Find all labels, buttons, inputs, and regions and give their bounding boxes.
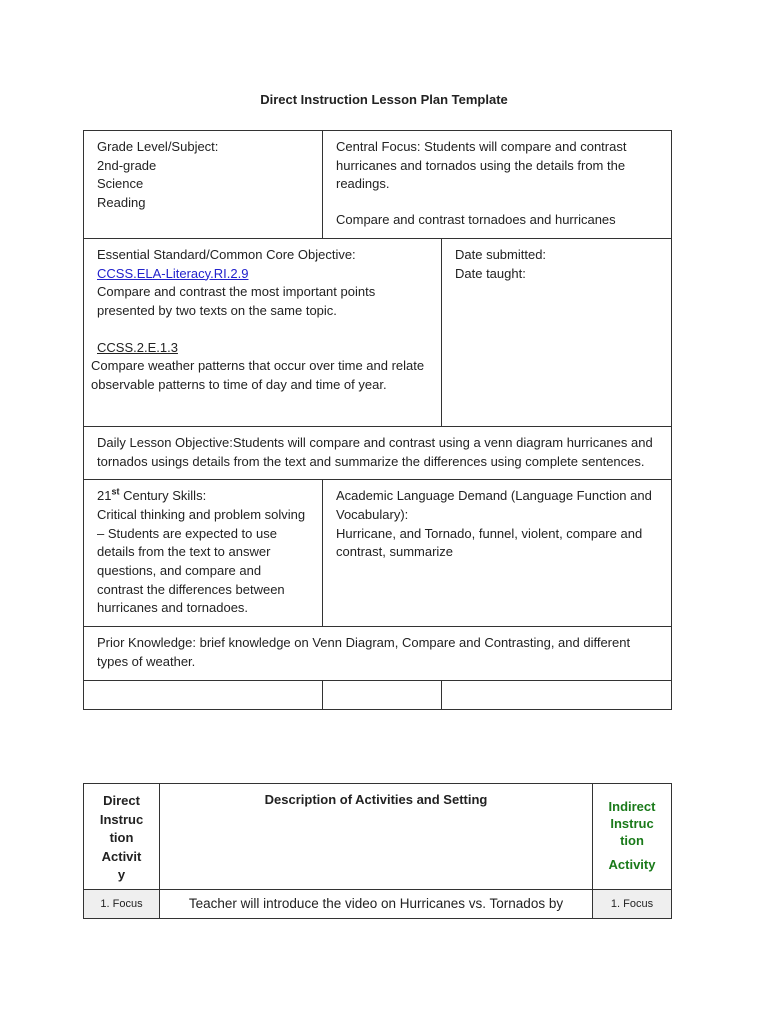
skills-text: Critical thinking and problem solving – Students are expected to use details from the text to answer questions, and compare and contrast the differences between hurricanes and tornadoes. [97,506,306,616]
standards-label: Essential Standard/Common Core Objective: [97,246,356,262]
academic-language-text: Hurricane, and Tornado, funnel, violent, compare and contrast, summarize [336,525,643,560]
description-header: Description of Activities and Setting [160,784,593,890]
standard-desc-2: Compare weather patterns that occur over time and relate observable patterns to time of day and time of year. [91,358,425,393]
row-empty [84,680,672,709]
standard-desc-1: Compare and contrast the most important points presented by two texts on the same topic. [97,284,376,318]
grade-line: 2nd-grade [97,157,157,173]
indirect-focus-cell: 1. Focus [593,889,672,918]
dates-cell [442,238,672,426]
standard-link-2-e-1-3[interactable]: CCSS.2.E.1.3 [97,339,178,355]
focus-row [84,889,672,918]
grade-label: Grade Level/Subject: [97,139,219,154]
row-prior-knowledge [84,627,672,680]
focus-description-cell: Teacher will introduce the video on Hurricanes vs. Tornados by [160,889,593,918]
lesson-plan-table [83,130,672,710]
empty-cell [442,680,672,709]
empty-cell [84,680,323,709]
standard-link-ri-2-9[interactable]: CCSS.ELA-Literacy.RI.2.9 [97,265,249,281]
row-grade-focus [84,131,672,239]
activities-table [83,783,672,919]
activities-header-row [84,784,672,890]
prior-knowledge-cell: Prior Knowledge: brief knowledge on Venn Diagram, Compare and Contrasting, and different types of weather. [84,627,672,680]
subject-line: Science [97,176,144,192]
standards-cell [84,238,442,426]
row-daily-objective [84,426,672,479]
empty-cell [323,680,442,709]
daily-objective-cell: Daily Lesson Objective:Students will compare and contrast using a venn diagram hurricanes and tornados usings details from the text and summarize the differences using complete sentences. [84,426,672,479]
date-submitted-label: Date submitted: [455,246,547,262]
central-focus-text: Central Focus: Students will compare and contrast hurricanes and tornados using the details from the readings. [336,139,627,192]
central-focus-cell [323,131,672,239]
row-standards [84,238,672,426]
academic-language-cell [323,480,672,627]
direct-focus-cell: 1. Focus [84,889,160,918]
grade-cell [84,131,323,239]
subject-line: Reading [97,195,146,211]
skills-cell [84,480,323,627]
central-focus-extra: Compare and contrast tornadoes and hurricanes [336,212,616,228]
indirect-instruction-header: Indirect Instruc tion Activity [593,784,672,890]
academic-language-label: Academic Language Demand (Language Function and Vocabulary): [336,488,652,522]
date-taught-label: Date taught: [455,265,526,281]
direct-instruction-header: Direct Instruc tion Activit y [84,784,160,890]
skills-label: 21st Century Skills: [97,486,207,504]
document-title: Direct Instruction Lesson Plan Template [260,92,508,107]
row-skills-language [84,480,672,627]
